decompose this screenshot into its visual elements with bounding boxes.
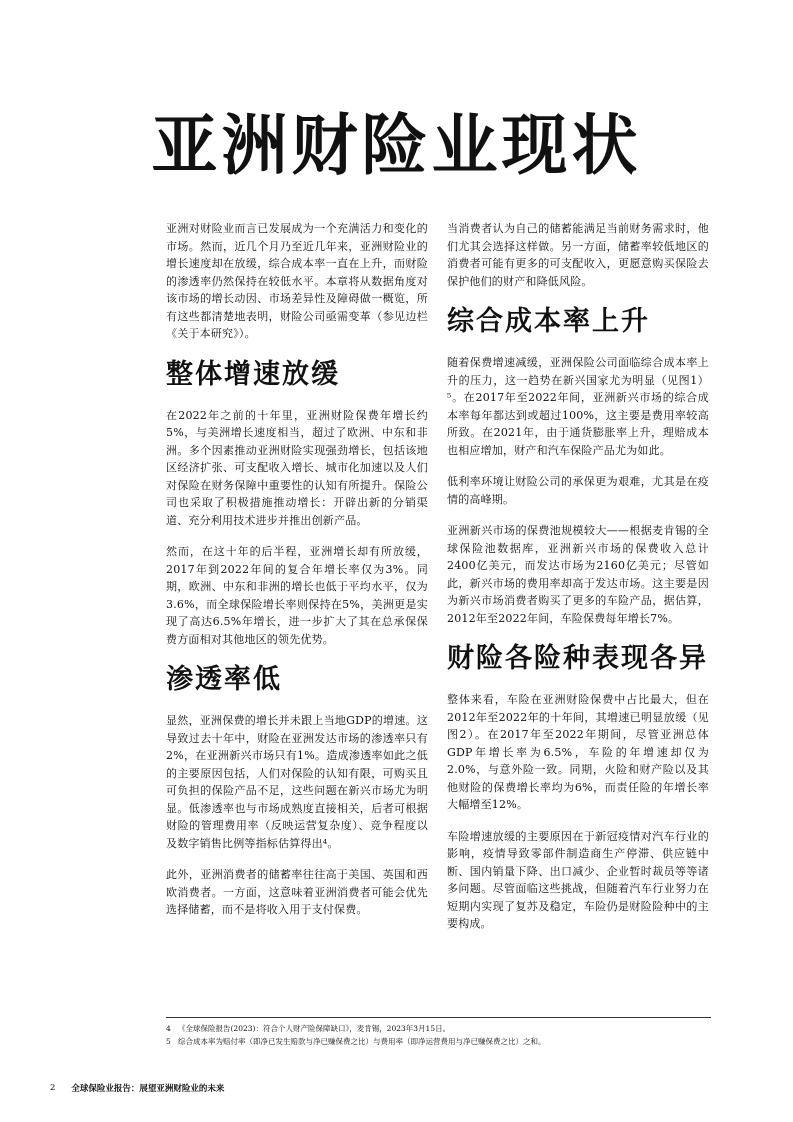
footnote [166, 1022, 711, 1035]
page-title: 亚洲财险业现状 [151, 106, 642, 184]
growth-paragraph-1: 在2022年之前的十年里，亚洲财险保费年增长约5%，与美洲增长速度相当，超过了欧洲、中东和非洲。多个因素推动亚洲财险实现强劲增长，包括该地区经济扩张、可支配收入增长、城市化加速以及人们对保险在财务保障中重要性的认知有所提升。保险公司也采取了积极措施推动增长：开辟出新的分销渠道、充分利用技术进步并推出创新产品。 [166, 408, 428, 527]
section-heading-lines: 财险各险种表现各异 [447, 643, 708, 674]
page-number: 2 [50, 1083, 56, 1093]
footnote-number: 5 [166, 1037, 171, 1046]
lines-paragraph-2: 车险增速放缓的主要原因在于新冠疫情对汽车行业的影响，疫情导致零部件制造商生产停滞、供应链中断、国内销量下降、出口减少、企业暂时裁员等等诸多问题。尽管面临这些挑战，但随着汽车行业努力在短期内实现了复苏及稳定，车险仍是财险险种中的主要构成。 [447, 829, 709, 930]
section-heading-growth: 整体增速放缓 [166, 358, 340, 390]
combined-ratio-paragraph-2: 低利率环境让财险公司的承保更为艰难，尤其是在疫情的高峰期。 [447, 475, 709, 506]
section-heading-penetration: 渗透率低 [166, 664, 282, 695]
combined-ratio-paragraph-1: 随着保费增速减缓，亚洲保险公司面临综合成本率上升的压力，这一趋势在新兴国家尤为明显（见图1）⁵。在2017年至2022年间，亚洲新兴市场的综合成本率每年都达到或超过100%，这主要是费用率较高所致。在2021年，由于通货膨胀率上升，理赔成本也相应增加，财产和汽车保险产品尤为如此。 [447, 356, 709, 457]
page-footer [50, 1082, 224, 1094]
section-heading-combined-ratio: 综合成本率上升 [447, 306, 650, 337]
footnotes [166, 1022, 711, 1048]
footnote-divider [166, 1017, 711, 1018]
penetration-paragraph-1: 显然，亚洲保费的增长并未跟上当地GDP的增速。这导致过去十年中，财险在亚洲发达市场的渗透率只有2%，在亚洲新兴市场只有1%。造成渗透率如此之低的主要原因包括，人们对保险的认知有限，可购买且可负担的保险产品不足，这些问题在新兴市场尤为明显。低渗透率也与市场成熟度直接相关，后者可根据财险的管理费用率（反映运营复杂度）、竞争程度以及数字销售比例等指标估算得出⁴。 [166, 714, 428, 850]
growth-paragraph-2: 然而，在这十年的后半程，亚洲增长却有所放缓，2017年到2022年间的复合年增长率仅为3%。同期，欧洲、中东和非洲的增长也低于平均水平，仅为3.6%，而全球保险增长率则保持在5%，美洲更是实现了高达6.5%年增长，进一步扩大了其在总承保保费方面相对其他地区的领先优势。 [166, 545, 428, 646]
footnote-text: 综合成本率为赔付率（即净已发生赔款与净已赚保费之比）与费用率（即净运营费用与净已赚保费之比）之和。 [178, 1037, 546, 1046]
left-column [166, 220, 428, 933]
right-column [447, 220, 709, 947]
continuation-paragraph: 当消费者认为自己的储蓄能满足当前财务需求时，他们尤其会选择这样做。另一方面，储蓄率较低地区的消费者可能有更多的可支配收入，更愿意购买保险去保护他们的财产和降低风险。 [447, 222, 709, 288]
intro-paragraph: 亚洲对财险业而言已发展成为一个充满活力和变化的市场。然而，近几个月乃至近几年来，亚洲财险业的增长速度却在放缓，综合成本率一直在上升，而财险的渗透率仍然保持在较低水平。本章将从数据角度对该市场的增长动因、市场差异性及障碍做一概览，所有这些都清楚地表明，财险公司亟需变革（参见边栏《关于本研究》）。 [166, 222, 428, 340]
footnote-number: 4 [166, 1024, 171, 1033]
penetration-paragraph-2: 此外，亚洲消费者的储蓄率往往高于美国、英国和西欧消费者。一方面，这意味着亚洲消费者可能会优先选择储蓄，而不是将收入用于支付保费。 [166, 868, 428, 916]
lines-paragraph-1: 整体来看，车险在亚洲财险保费中占比最大，但在2012年至2022年的十年间，其增速已明显放缓（见图2）。在2017年至2022年期间，尽管亚洲总体GDP年增长率为6.5%，车险的年增速却仅为2.0%，与意外险一致。同期，火险和财产险以及其他财险的保费增长率均为6%，而责任险的年增长率大幅增至12%。 [447, 693, 709, 811]
footnote [166, 1035, 711, 1048]
report-title: 全球保险业报告：展望亚洲财险业的未来 [71, 1084, 225, 1094]
footnote-text: 《全球保险报告(2023)：符合个人财产险保障缺口》，麦肯锡，2023年3月15日。 [178, 1024, 451, 1033]
combined-ratio-paragraph-3: 亚洲新兴市场的保费池规模较大——根据麦肯锡的全球保险池数据库，亚洲新兴市场的保费收入总计2400亿美元，而发达市场为2160亿美元；尽管如此，新兴市场的费用率却高于发达市场。这主要是因为新兴市场消费者购买了更多的车险产品，据估算，2012年至2022年间，车险保费每年增长7%。 [447, 524, 709, 625]
